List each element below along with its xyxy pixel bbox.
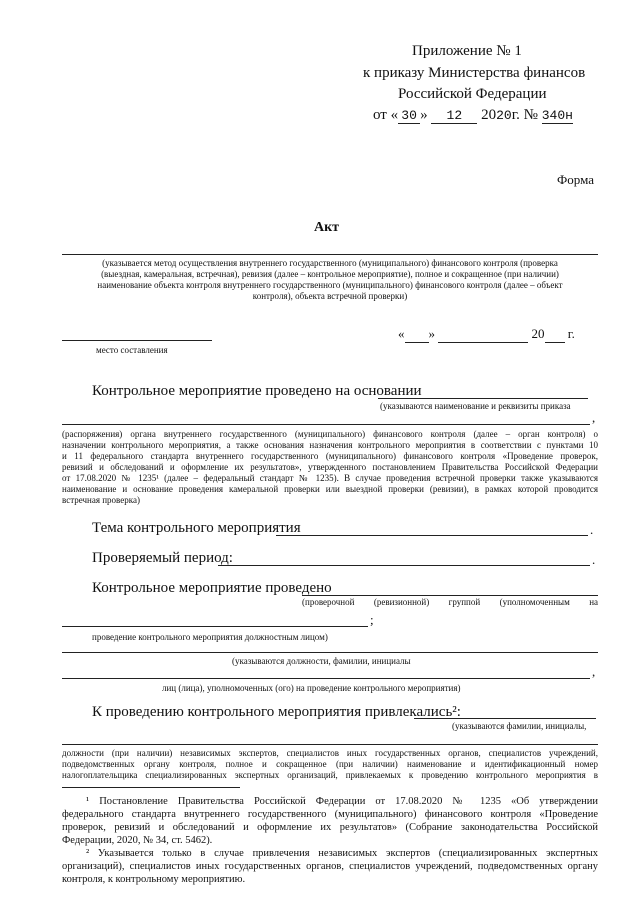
date-prefix: от «	[373, 107, 399, 123]
conducted-note: (проверочной (ревизионной) группой (уполномоченным на	[302, 597, 598, 607]
period-label: Проверяемый период:	[92, 550, 233, 566]
order-date	[373, 107, 573, 124]
basis-comma: ,	[592, 410, 596, 425]
conducted-semicolon: ;	[370, 612, 374, 627]
topic-dot: .	[590, 522, 594, 537]
topic-field[interactable]	[276, 535, 588, 536]
persons-note2: лиц (лица), уполномоченных (ого) на проведение контрольного мероприятия)	[162, 683, 461, 693]
order-number: 340н	[541, 108, 573, 123]
persons-comma: ,	[592, 664, 596, 679]
form-label: Форма	[557, 172, 594, 187]
persons-field[interactable]	[62, 652, 598, 653]
date-day: 30	[398, 108, 420, 124]
period-field[interactable]	[218, 565, 590, 566]
basis-field-line2[interactable]	[62, 424, 590, 425]
method-note: (указывается метод осуществления внутреннего государственного (муниципального) финансового контроля (проверка (выездная, камеральная, встречная), ревизия (далее – контрольное мероприятие), полное и сокращенное (при наличии) наименование объекта контроля внутреннего государственного (муниципального) финансового контроля (далее – объект контроля), объекта встречной проверки)	[97, 258, 563, 301]
basis-label: Контрольное мероприятие проведено на основании	[92, 383, 422, 399]
document-title: Акт	[314, 220, 340, 235]
date-year-suffix: г. №	[511, 107, 538, 123]
experts-paragraph: должности (при наличии) независимых экспертов, специалистов иных государственных органов, специалистов учреждений, подведомственных органу контроля, полное и сокращенное (при наличии) наименование и идентификационный номер налогоплательщика специализированных экспертных организаций, привлекаемых к проведению контрольного мероприятия в	[62, 748, 598, 780]
date-year-prefix: 20	[481, 107, 497, 123]
footnote-separator	[62, 787, 240, 788]
appendix-line: Приложение № 1	[412, 43, 522, 59]
basis-field[interactable]	[378, 398, 588, 399]
experts-field-line2[interactable]	[62, 744, 598, 745]
basis-paragraph: (распоряжения) органа внутреннего государственного (муниципального) финансового контроля (далее – орган контроля) о назначении контрольного мероприятия, а также основания назначения контрольного мероприятия в соответствии с пунктами 10 и 11 федерального стандарта внутреннего государственного (муниципального) финансового контроля «Проведение проверок, ревизий и обследований и оформление их результатов», утвержденного постановлением Правительства Российской Федерации от 17.08.2020 № 1235¹ (далее – федеральный стандарт № 1235). В случае проведения встречной проверки также указываются наименование и основание проведения камеральной проверки или выездной проверки (ревизии), в рамках которой проводится встречная проверка)	[62, 429, 598, 505]
conducted-field[interactable]	[302, 595, 598, 596]
act-date-day-field[interactable]	[405, 326, 429, 343]
persons-field-line2[interactable]	[62, 678, 590, 679]
period-dot: .	[592, 552, 596, 567]
date-month: 12	[431, 108, 477, 124]
act-date-year-field[interactable]	[545, 326, 565, 343]
conducted-note2: проведение контрольного мероприятия должностным лицом)	[92, 632, 328, 642]
date-close-quote: »	[420, 107, 428, 123]
persons-note: (указываются должности, фамилии, инициалы	[232, 656, 411, 666]
date-year: 20	[496, 108, 512, 123]
place-field[interactable]	[62, 340, 212, 341]
act-date-line: « » 20 г.	[398, 326, 575, 341]
topic-label: Тема контрольного мероприятия	[92, 520, 301, 536]
footnote-1: ¹ Постановление Правительства Российской Федерации от 17.08.2020 № 1235 «Об утверждении федерального стандарта внутреннего государственного (муниципального) финансового контроля «Проведение проверок, ревизий и обследований и оформление их результатов» (Собрание законодательства Российской Федерации, 2020, № 34, ст. 5462).	[62, 796, 598, 846]
basis-note: (указываются наименование и реквизиты приказа	[380, 401, 571, 411]
footnote-2: ² Указывается только в случае привлечения независимых экспертов (специализированных экспертных организаций), специалистов иных государственных органов, специалистов учреждений, подведомственных органу контроля, к контрольному мероприятию.	[62, 848, 598, 885]
experts-label: К проведению контрольного мероприятия привлекались²:	[92, 704, 461, 720]
experts-field[interactable]	[414, 718, 596, 719]
act-date-month-field[interactable]	[438, 326, 528, 343]
experts-note: (указываются фамилии, инициалы,	[452, 721, 587, 731]
order-line: к приказу Министерства финансов	[363, 65, 586, 81]
conducted-field-line2[interactable]	[62, 626, 368, 627]
conducted-label: Контрольное мероприятие проведено	[92, 580, 332, 596]
method-field[interactable]	[62, 254, 598, 255]
place-label: место составления	[96, 345, 168, 355]
ministry-line: Российской Федерации	[398, 86, 547, 102]
